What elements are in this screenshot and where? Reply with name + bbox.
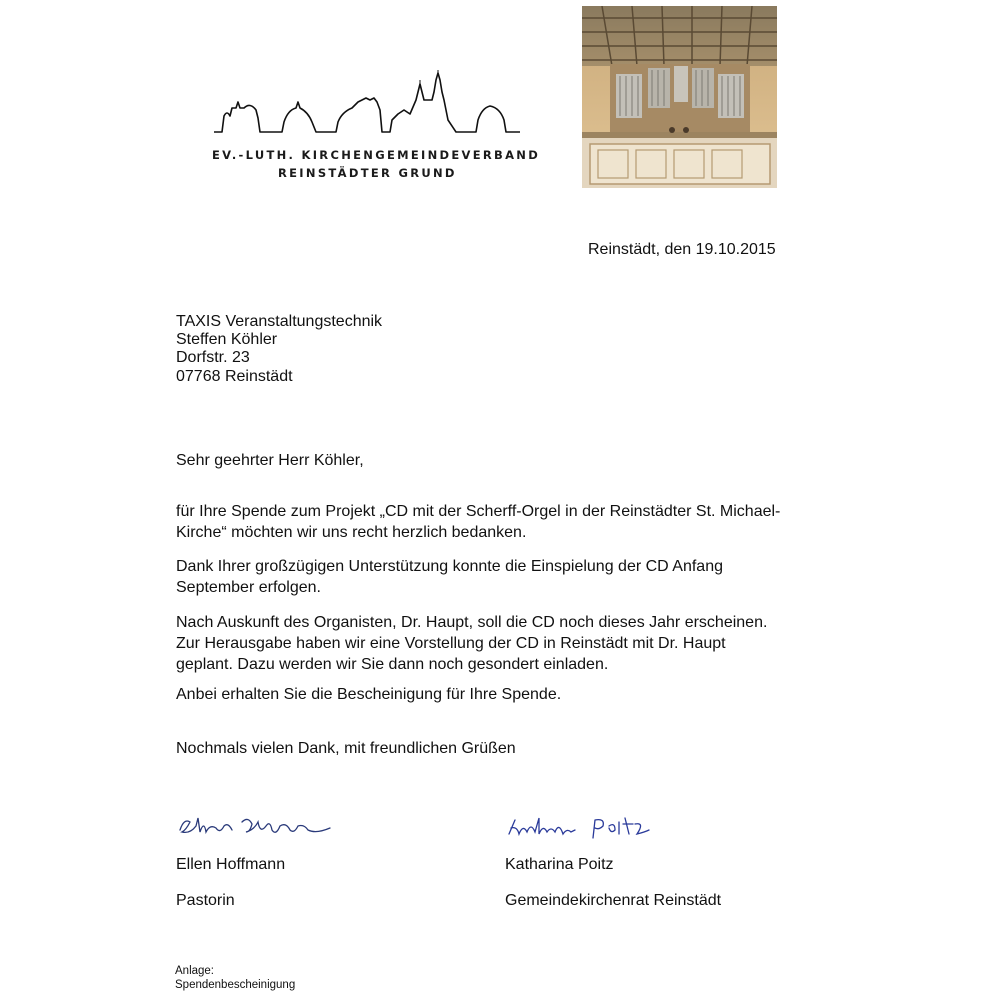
signatory-role-1: Pastorin bbox=[176, 892, 235, 909]
signatory-name-1: Ellen Hoffmann bbox=[176, 856, 286, 873]
body-paragraph-4: Anbei erhalten Sie die Bescheinigung für Ihre Spende. bbox=[176, 686, 562, 703]
church-skyline-logo bbox=[212, 70, 522, 140]
enclosure-item: Spendenbescheinigung bbox=[175, 979, 296, 991]
body-paragraph-1: für Ihre Spende zum Projekt „CD mit der Scherff-Orgel in der Reinstädter St. Michael-Kirche“ möchten wir uns recht herzlich bedanken. bbox=[176, 503, 781, 541]
signature-ellen-hoffmann bbox=[176, 812, 336, 842]
body-paragraph-3: Nach Auskunft des Organisten, Dr. Haupt, soll die CD noch dieses Jahr erscheinen. Zur Herausgabe haben wir eine Vorstellung der CD in Reinstädt mit Dr. Haupt geplant. Dazu werden wir Sie dann noch gesondert einladen. bbox=[176, 614, 768, 673]
organization-name: EV.-LUTH. KIRCHENGEMEINDEVERBAND bbox=[212, 148, 541, 162]
letter-date: Reinstädt, den 19.10.2015 bbox=[588, 241, 776, 258]
salutation: Sehr geehrter Herr Köhler, bbox=[176, 452, 364, 469]
recipient-street: Dorfstr. 23 bbox=[176, 349, 250, 366]
enclosure-label: Anlage: bbox=[175, 965, 215, 977]
organization-subname: REINSTÄDTER GRUND bbox=[278, 166, 457, 180]
closing-line: Nochmals vielen Dank, mit freundlichen Grüßen bbox=[176, 740, 516, 757]
signatory-name-2: Katharina Poitz bbox=[505, 856, 614, 873]
recipient-company: TAXIS Veranstaltungstechnik bbox=[176, 313, 383, 330]
signatory-role-2: Gemeindekirchenrat Reinstädt bbox=[505, 892, 722, 909]
body-paragraph-2: Dank Ihrer großzügigen Unterstützung konnte die Einspielung der CD Anfang September erfolgen. bbox=[176, 558, 723, 596]
recipient-name: Steffen Köhler bbox=[176, 331, 278, 348]
church-organ-photo bbox=[582, 6, 777, 188]
signature-katharina-poitz bbox=[505, 812, 655, 846]
recipient-city: 07768 Reinstädt bbox=[176, 368, 293, 385]
